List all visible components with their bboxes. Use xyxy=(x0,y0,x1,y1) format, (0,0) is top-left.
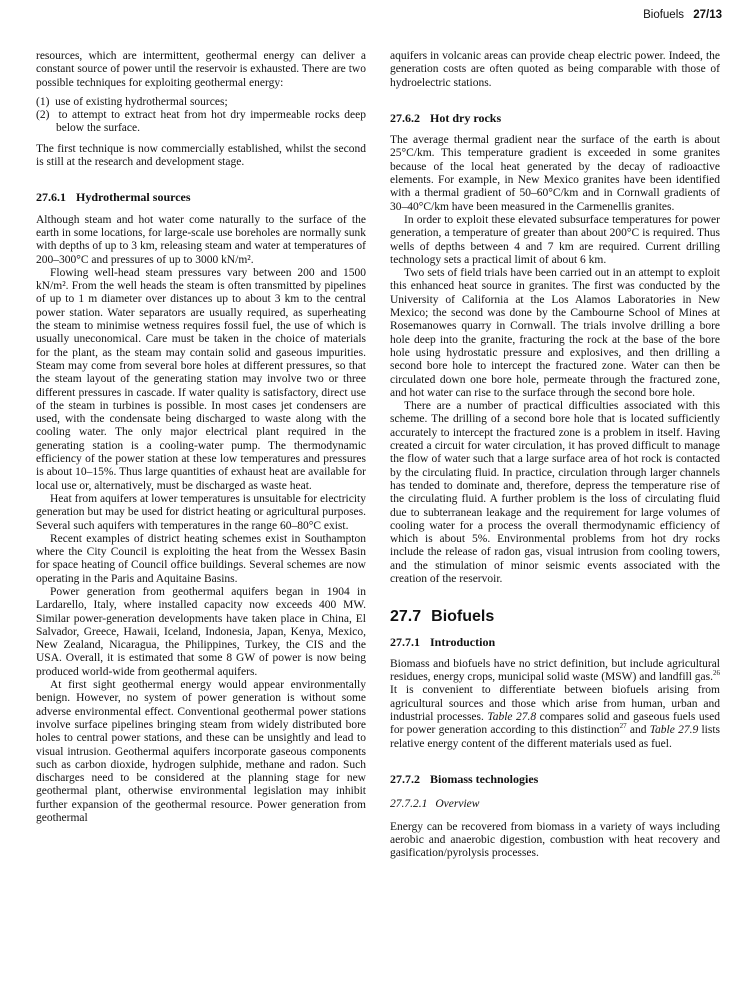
paragraph: Biomass and biofuels have no strict definition, but include agricultural residues, energy crops, municipal solid waste (MSW) and landfill gas.$^{26}$ It is convenient to differentiate between biofuels arising from agricultural sources and those which arise from human, urban and industrial processes. Table 27.8 compares solid and gaseous fuels used for power generation according to this distinction$^{27}$ and Table 27.9 lists relative energy content of the different materials used as fuel. xyxy=(390,657,720,750)
paragraph: At first sight geothermal energy would appear environmentally benign. However, no system of power generation is without some adverse environmental effect. Conventional geothermal power stations involve surface pipelines bringing steam from widely distributed bore holes to central power stations, and these can be unsightly and lead to visual intrusion. Geothermal aquifers incorporate gaseous components such as carbon dioxide, hydrogen sulphide, methane and radon. Such discharges need to be considered at the planning stage for new geothermal plant, otherwise environmental legislation may inhibit further expansion of the geothermal resource. Power generation from geothermal xyxy=(36,679,366,825)
paragraph: The average thermal gradient near the surface of the earth is about 25°C/km. This temperature gradient is exceeded in some granites because of the local heat generated by the decay of radioactive elements. For example, in New Mexico granites have been identified with a thermal gradient of 50–60°C/km and in Cornwall gradients of 30–40°C/km have been measured in the Carmenellis granites. xyxy=(390,134,720,213)
paragraph: Recent examples of district heating schemes exist in Southampton where the City Council is exploiting the heat from the Wessex Basin for space heating of Council office buildings. Several schemes are now operating in the Paris and Aquitaine Basins. xyxy=(36,532,366,585)
paragraph: aquifers in volcanic areas can provide cheap electric power. Indeed, the generation costs are often quoted as being comparable with those of hydroelectric stations. xyxy=(390,50,720,89)
section-heading: 27.7.1 Introduction xyxy=(390,634,496,649)
paragraph: Heat from aquifers at lower temperatures is unsuitable for electricity generation but may be used for district heating or agricultural purposes. Several such aquifers with temperatures in the range 60–80°C exist. xyxy=(36,492,366,532)
paragraph: Power generation from geothermal aquifers began in 1904 in Lardarello, Italy, where installed capacity now exceeds 400 MW. Similar power-generation developments have taken place in China, El Salvador, Greece, Hawaii, Iceland, Indonesia, Japan, Kenya, Mexico, New Zealand, Nicaragua, the Philippines, Turkey, the CIS and the USA. Overall, it is estimated that some 8 GW of power is now being produced world-wide from geothermal aquifers. xyxy=(36,585,366,678)
list-item: (2) to attempt to extract heat from hot dry impermeable rocks deep below the surface. xyxy=(36,109,366,135)
technique-list xyxy=(36,96,366,136)
chapter-section-heading: 27.7 Biofuels xyxy=(390,608,495,626)
table-reference[interactable]: Table 27.8 xyxy=(487,711,537,724)
section-heading: 27.6.2 Hot dry rocks xyxy=(390,110,502,125)
list-item: (1) use of existing hydrothermal sources; xyxy=(36,95,228,108)
paragraph: Two sets of field trials have been carried out in an attempt to exploit this enhanced heat source in granites. The first was conducted by the University of California at the Los Alamos Laboratories in New Mexico; the second was done by the Cambourne School of Mines at Rosemanowes quarry in Cornwall. The trials involve drilling a bore hole deep into the granite, fracturing the rock at the base of the bore hole using hydrostatic pressure and explosives, and then drilling a second bore hole to intercept the fractured zone. Water can then be circulated down one bore hole, permeate through the fractured zone, and hot water can rise to the surface through the second bore hole. xyxy=(390,267,720,399)
subsection-heading: 27.7.2.1 Overview xyxy=(390,798,480,811)
running-head-section: Biofuels xyxy=(643,9,685,21)
paragraph: resources, which are intermittent, geothermal energy can deliver a constant source of power until the reservoir is exhausted. There are two possible techniques for exploiting geothermal energy: xyxy=(36,50,366,89)
left-column xyxy=(36,50,366,825)
paragraph: Flowing well-head steam pressures vary between 200 and 1500 kN/m². From the well heads the steam is often transmitted by pipelines of up to 1 m diameter over distances up to about 3 km to the central power station. Water separators are usually required, as superheating the steam to minimise wetness requires fossil fuel, the use of which is usually uneconomical. Care must be taken in the choice of materials for the plant, as the steam may contain solid and gaseous impurities. Steam may come from several bore holes at different pressures, so that the steam layout of the generating station may involve two or three different pressures in cascade. If water quality is satisfactory, direct use of the steam in turbines is possible. In most cases jet condensers are used, with the condensate being discharged to waste along with the cooling water. The only major electrical plant required in the generating station is a cooling-water pump. The thermodynamic efficiency of the power station at these low temperatures and pressures is about 10–15%. Thus large quantities of exhaust heat are available for local use or, alternatively, must be discharged as waste heat. xyxy=(36,266,366,492)
right-column xyxy=(390,50,720,860)
section-heading: 27.7.2 Biomass technologies xyxy=(390,771,539,786)
section-heading: 27.6.1 Hydrothermal sources xyxy=(36,190,191,205)
page-number: 27/13 xyxy=(693,9,722,21)
paragraph: The first technique is now commercially established, whilst the second is still at the research and development stage. xyxy=(36,142,366,169)
running-head xyxy=(643,9,722,21)
paragraph: Energy can be recovered from biomass in a variety of ways including aerobic and anaerobic digestion, combustion with heat recovery and gasification/pyrolysis processes. xyxy=(390,820,720,860)
paragraph: Although steam and hot water come naturally to the surface of the earth in some locations, for large-scale use boreholes are normally sunk with depths of up to 3 km, releasing steam and water at temperatures of 200–300°C and pressures of up to 3000 kN/m². xyxy=(36,213,366,266)
table-reference[interactable]: Table 27.9 xyxy=(649,724,699,737)
paragraph: In order to exploit these elevated subsurface temperatures for power generation, a temperature of greater than about 200°C is required. Thus wells of depths between 4 and 7 km are required. Current drilling technology sets a practical limit of about 6 km. xyxy=(390,213,720,266)
paragraph: There are a number of practical difficulties associated with this scheme. The drilling of a second bore hole that is located sufficiently accurately to intercept the fractured zone is a problem in itself. Having created a circuit for water circulation, it has proved difficult to manage the flow of water such that a large surface area of hot rock is contacted by the circulating fluid. In practice, circulation through larger channels has tended to dominate and, therefore, depress the temperature rise of the circulating fluid. A further problem is the loss of circulating fluid due to subterranean leakage and the requirement for large volumes of cooling water for a process the overall thermodynamic efficiency of which is about 5%. Environmental problems from hot dry rocks include the release of radon gas, visual intrusion from cooling towers, and the stimulation of minor seismic events associated with the creation of the reservoir. xyxy=(390,400,720,585)
